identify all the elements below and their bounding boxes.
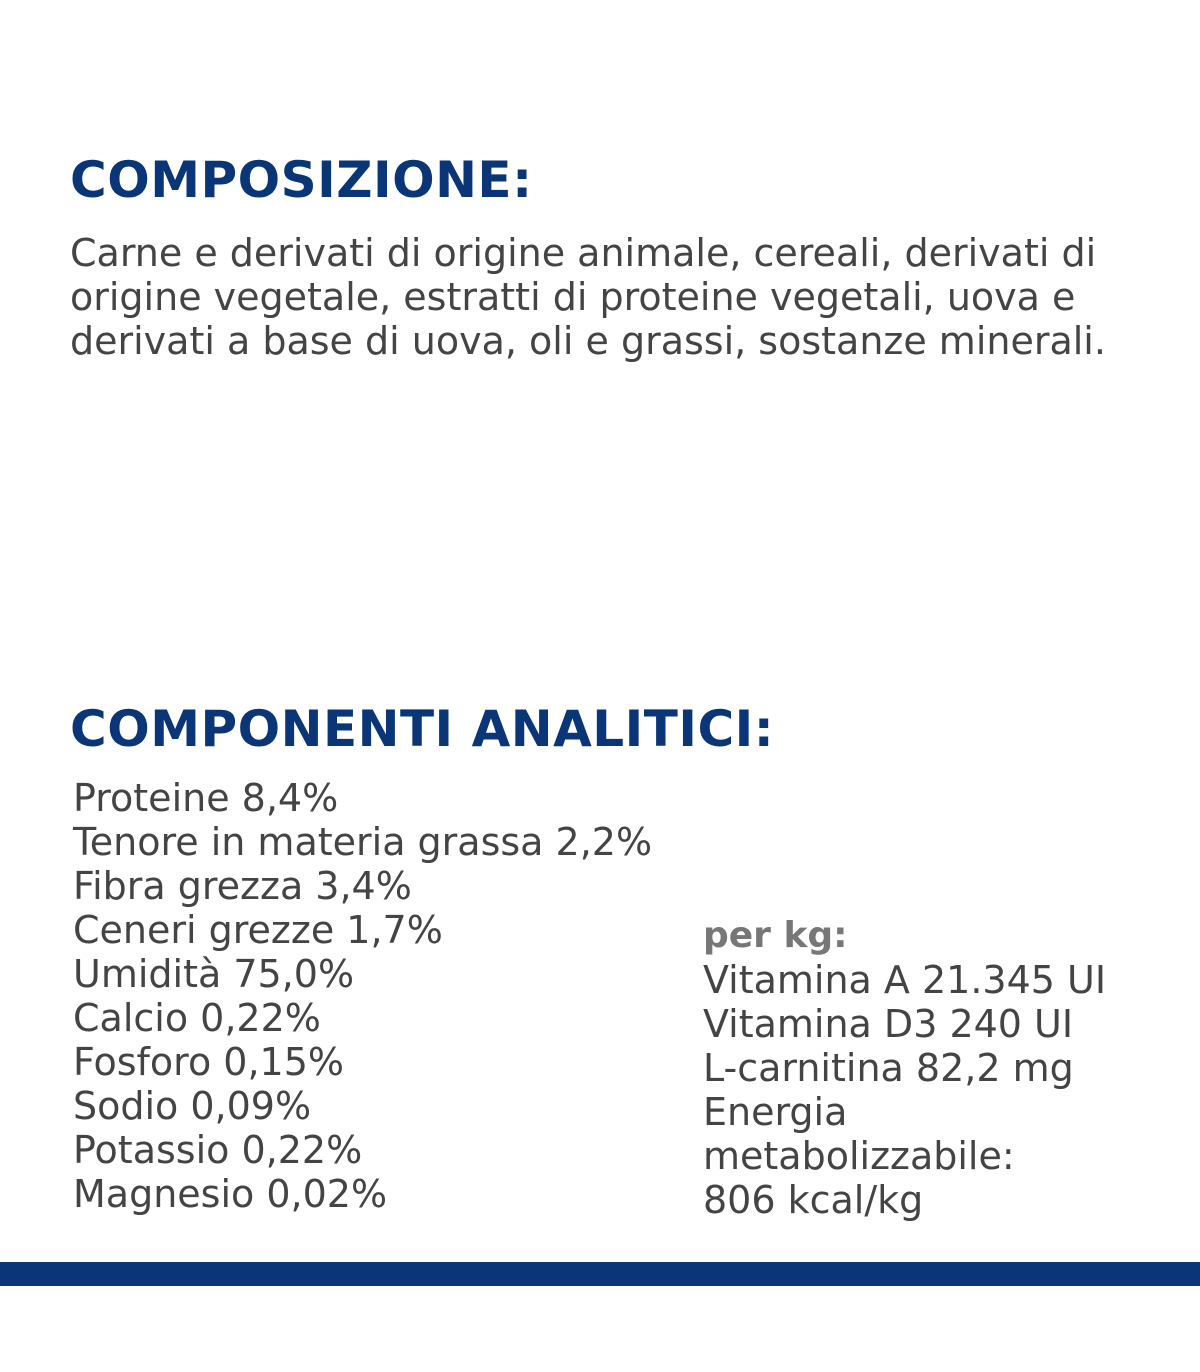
per-kg-item-kcal: 806 kcal/kg (703, 1178, 924, 1222)
per-kg-item-vitamina-d3: Vitamina D3 240 UI (703, 1002, 1074, 1046)
analytics-item-fosforo: Fosforo 0,15% (73, 1040, 345, 1084)
per-kg-list (703, 958, 1173, 1222)
per-kg-item-metabolizzabile: metabolizzabile: (703, 1134, 1015, 1178)
analytics-item-proteine: Proteine 8,4% (73, 776, 339, 820)
per-kg-item-vitamina-a: Vitamina A 21.345 UI (703, 958, 1107, 1002)
analytics-item-fibra: Fibra grezza 3,4% (73, 864, 412, 908)
analytics-item-potassio: Potassio 0,22% (73, 1128, 363, 1172)
analytics-item-magnesio: Magnesio 0,02% (73, 1172, 388, 1216)
analytics-item-umidita: Umidità 75,0% (73, 952, 355, 996)
composition-heading: COMPOSIZIONE: (70, 151, 533, 209)
per-kg-label: per kg: (703, 915, 848, 956)
composition-text: Carne e derivati di origine animale, cereali, derivati di origine vegetale, estratti di proteine vegetali, uova e derivati a base di uova, oli e grassi, sostanze minerali. (70, 231, 1106, 363)
analytics-item-ceneri: Ceneri grezze 1,7% (73, 908, 443, 952)
per-kg-item-energia: Energia (703, 1090, 848, 1134)
analytics-item-grassi: Tenore in materia grassa 2,2% (73, 820, 653, 864)
per-kg-block (703, 914, 1173, 1222)
analytics-list (73, 776, 713, 1216)
analytics-item-sodio: Sodio 0,09% (73, 1084, 312, 1128)
analytics-item-calcio: Calcio 0,22% (73, 996, 321, 1040)
analytics-heading: COMPONENTI ANALITICI: (70, 700, 775, 758)
per-kg-item-l-carnitina: L-carnitina 82,2 mg (703, 1046, 1074, 1090)
footer-bar (0, 1262, 1200, 1286)
